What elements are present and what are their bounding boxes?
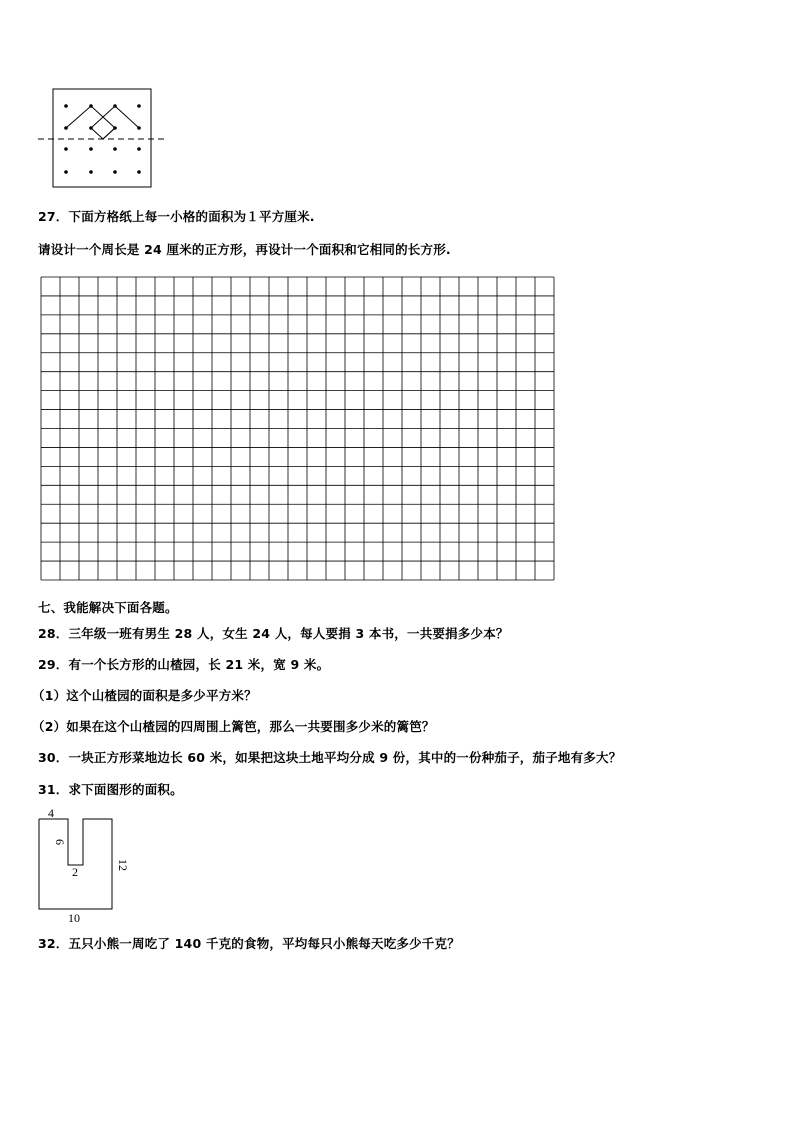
dot-grid-figure <box>38 86 158 191</box>
q30-text: 30．一块正方形菜地边长 60 米，如果把这块土地平均分成 9 份，其中的一份种茄子，茄子地有多大？ <box>38 750 622 765</box>
q31-text: 31．求下面图形的面积。 <box>38 782 183 797</box>
q28-text: 28．三年级一班有男生 28 人，女生 24 人，每人要捐 3 本书，一共要捐多少本？ <box>38 626 509 641</box>
u-shape-outline <box>39 819 112 909</box>
dot-grid-pattern <box>66 106 139 139</box>
label-bottom-width: 10 <box>68 911 80 925</box>
label-notch-depth: 6 <box>53 839 67 845</box>
section7-title: 七、我能解决下面各题。 <box>38 600 178 615</box>
label-notch-width: 2 <box>72 865 78 879</box>
q27-task: 请设计一个周长是 24 厘米的正方形，再设计一个面积和它相同的长方形. <box>38 242 451 257</box>
q29-text: 29．有一个长方形的山楂园，长 21 米，宽 9 米。 <box>38 657 330 672</box>
label-height: 12 <box>116 859 130 871</box>
q29-sub2: （2）如果在这个山楂园的四周围上篱笆，那么一共要围多少米的篱笆？ <box>32 719 435 734</box>
q29-sub1: （1）这个山楂园的面积是多少平方米？ <box>32 688 257 703</box>
q32-text: 32．五只小熊一周吃了 140 千克的食物，平均每只小熊每天吃多少千克？ <box>38 936 460 951</box>
dot-grid-pattern-bottom <box>103 128 115 139</box>
label-top-width: 4 <box>48 806 54 820</box>
q27-title: 27．下面方格纸上每一小格的面积为１平方厘米. <box>38 209 315 224</box>
u-shape-figure <box>30 803 140 923</box>
square-grid-paper[interactable] <box>40 276 555 581</box>
